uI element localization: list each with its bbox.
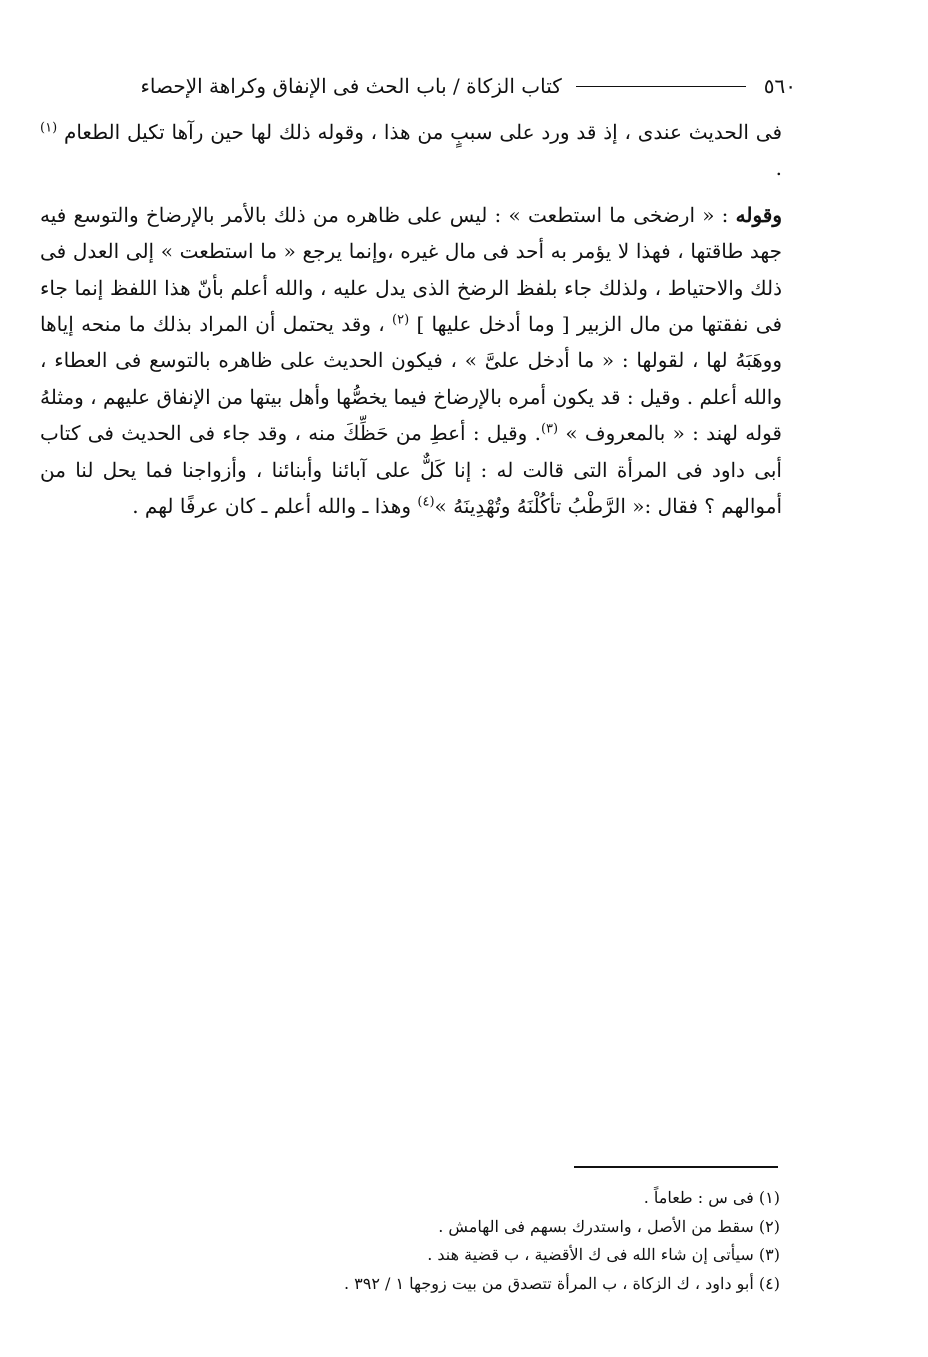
paragraph-2-segment-1: : « ارضخى ما استطعت » : ليس على ظاهره من ذلك بالأمر بالإرضاخ والتوسع فيه جهد طاقتها ، فهذا لا يؤمر به أحد فى مال غيره ،وإنما يرجع « ما استطعت » إلى العدل فى ذلك والاحتياط ، ولذلك جاء بلفظ الرضخ الذى يدل عليه ، والله أعلم بأنّ هذا اللفظ إنما جاء فى نفقتها من مال الزبير [ وما أدخل عليها ] — [40, 202, 783, 337]
footnote-4: (٤) أبو داود ، ك الزكاة ، ب المرأة تتصدق من بيت زوجها ١ / ٣٩٢ . — [343, 1274, 780, 1294]
paragraph-2-segment-4: وهذا ـ والله أعلم ـ كان عرفًا لهم . — [132, 494, 418, 519]
paragraph-1-text: فى الحديث عندى ، إذ قد ورد على سببٍ من هذا ، وقوله ذلك لها حين رآها تكيل الطعام — [63, 120, 783, 144]
paragraph-1-tail: . — [775, 156, 782, 181]
paragraph-2-segment-2: ، وقد يحتمل أن المراد بذلك ما منحه إياها ووهَبَهُ لها ، لقولها : « ما أدخل علىَّ » ، فيكون الحديث على ظاهره بالتوسع فى العطاء ، والله أعلم . وقيل : قد يكون أمره بالإرضاخ فيما يخصُّها وأهل بيتها من الإنفاق عليهم ، ومثلهُ قوله لهند : « بالمعروف » — [40, 312, 782, 446]
paragraph-1 — [40, 114, 782, 187]
footnote-ref-2: (٢) — [392, 312, 410, 328]
paragraph-2-segment-3: . وقيل : أعطِ من حَظِّكَ منه ، وقد جاء فى الحديث فى كتاب أبى داود فى المرأة التى قالت له : إنا كَلٌّ على آبائنا وأبنائنا ، وأزواجنا فما يحل لنا من أموالهم ؟ فقال :« الرَّطْبُ تأكُلْنَهُ وتُهْدِينَهُ » — [40, 421, 782, 519]
footnotes — [60, 1184, 780, 1299]
footnote-3: (٣) سيأتى إن شاء الله فى ك الأقضية ، ب قضية هند . — [427, 1245, 780, 1265]
footnote-ref-4: (٤) — [417, 494, 435, 510]
footnote-ref-3: (٣) — [540, 421, 559, 437]
footnote-2: (٢) سقط من الأصل ، واستدرك بسهم فى الهامش . — [438, 1216, 780, 1236]
main-text — [40, 114, 782, 524]
footnote-separator — [574, 1166, 778, 1168]
page-number: ٥٦٠ — [763, 74, 796, 98]
running-title: كتاب الزكاة / باب الحث فى الإنفاق وكراهة الإحصاء — [140, 74, 562, 98]
running-header — [34, 66, 796, 106]
footnote-1: (١) فى س : طعاماً . — [643, 1188, 780, 1207]
footnote-ref-1: (١) — [40, 120, 58, 136]
paragraph-2-lead: وقوله — [735, 202, 782, 227]
paragraph-2 — [40, 197, 782, 525]
header-rule — [576, 86, 746, 87]
